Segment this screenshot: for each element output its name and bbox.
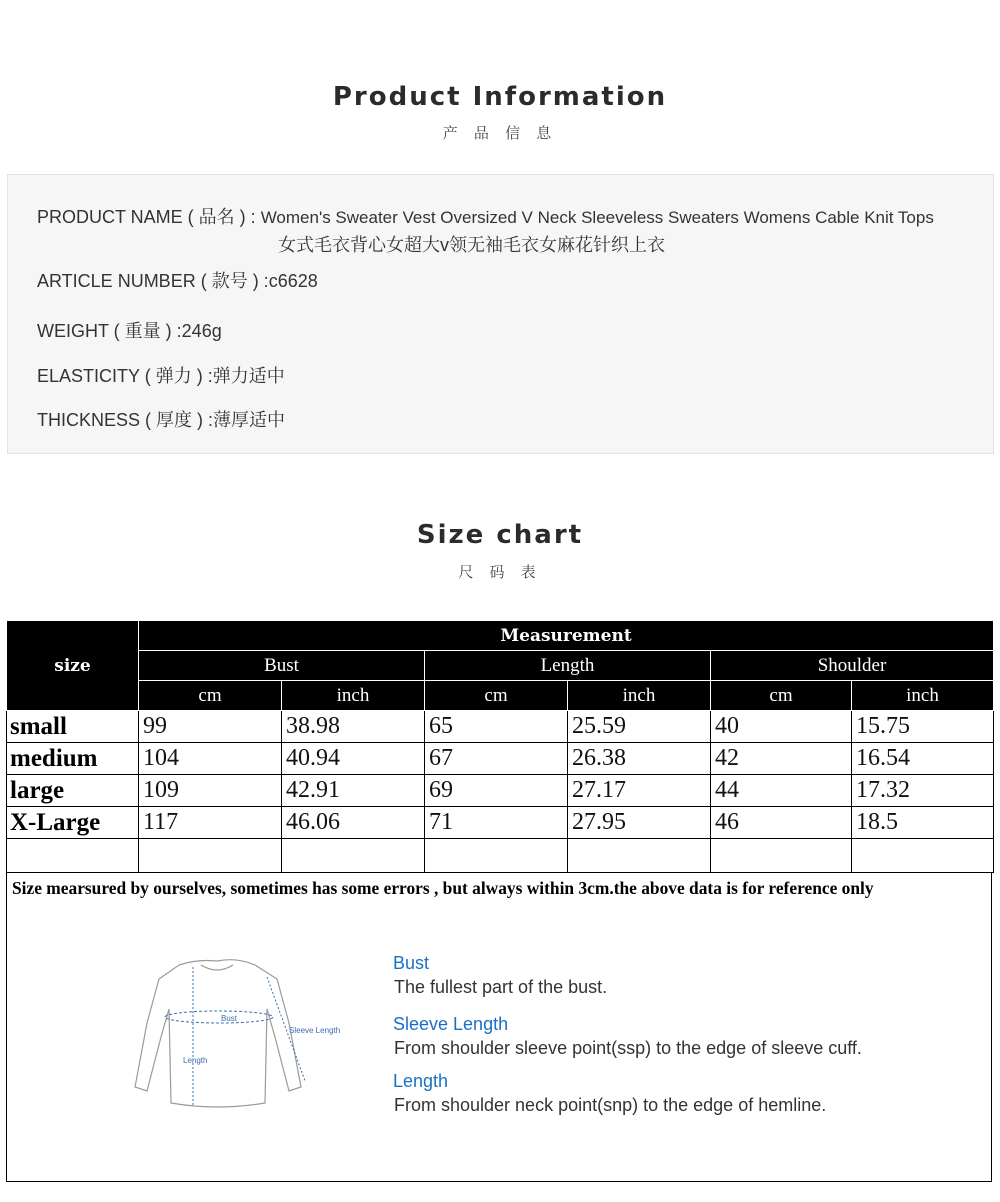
product-name-label: PRODUCT NAME ( 品名 ) :	[37, 207, 256, 227]
elasticity-value: 弹力适中	[212, 366, 285, 386]
empty-row	[7, 839, 994, 873]
unit-header: cm	[425, 681, 568, 711]
diagram-length-label: Length	[183, 1056, 208, 1065]
table-cell: 17.32	[852, 775, 994, 807]
empty-cell	[425, 839, 568, 873]
diagram-sleeve-label: Sleeve Length	[289, 1026, 341, 1035]
product-name-cn: 女式毛衣背心女超大v领无袖毛衣女麻花针织上衣	[278, 235, 665, 255]
size-name: large	[7, 775, 139, 807]
size-table	[6, 620, 994, 873]
table-cell: 65	[425, 711, 568, 743]
bust-measure-line	[165, 1011, 273, 1023]
measurement-header: Measurement	[139, 621, 994, 651]
empty-cell	[7, 839, 139, 873]
def-length-text: From shoulder neck point(snp) to the edge of hemline.	[394, 1095, 827, 1115]
table-cell: 117	[139, 807, 282, 839]
table-cell: 109	[139, 775, 282, 807]
def-sleeve-text: From shoulder sleeve point(ssp) to the edge of sleeve cuff.	[394, 1038, 862, 1058]
group-header-length: Length	[425, 651, 711, 681]
sweater-diagram	[117, 953, 357, 1113]
size-name: X-Large	[7, 807, 139, 839]
weight-value: 246g	[181, 321, 222, 341]
unit-header: inch	[282, 681, 425, 711]
empty-cell	[568, 839, 711, 873]
sweater-neck	[201, 965, 233, 970]
def-bust-title: Bust	[393, 953, 430, 973]
empty-cell	[282, 839, 425, 873]
product-name-en: Women's Sweater Vest Oversized V Neck Sleeveless Sweaters Womens Cable Knit Tops	[260, 208, 934, 227]
thickness-label: THICKNESS ( 厚度 ) :	[37, 410, 214, 430]
table-cell: 71	[425, 807, 568, 839]
sweater-outline	[135, 960, 301, 1107]
table-row	[7, 743, 994, 775]
table-row	[7, 711, 994, 743]
thickness-value: 薄厚适中	[213, 410, 286, 430]
group-header-shoulder: Shoulder	[711, 651, 994, 681]
table-cell: 15.75	[852, 711, 994, 743]
elasticity-label: ELASTICITY ( 弹力 ) :	[37, 366, 213, 386]
table-cell: 42	[711, 743, 852, 775]
size-chart-title: Size chart	[416, 520, 584, 550]
def-bust-text: The fullest part of the bust.	[394, 977, 608, 997]
table-cell: 38.98	[282, 711, 425, 743]
empty-cell	[711, 839, 852, 873]
unit-header: inch	[568, 681, 711, 711]
unit-header: cm	[139, 681, 282, 711]
unit-header: cm	[711, 681, 852, 711]
table-row	[7, 775, 994, 807]
table-cell: 26.38	[568, 743, 711, 775]
table-cell: 25.59	[568, 711, 711, 743]
thickness-row	[37, 406, 285, 432]
def-sleeve-title: Sleeve Length	[393, 1014, 509, 1034]
measurement-note: Size mearsured by ourselves, sometimes has some errors , but always within 3cm.the above data is for reference only	[12, 878, 874, 898]
size-name: medium	[7, 743, 139, 775]
table-cell: 27.95	[568, 807, 711, 839]
table-cell: 69	[425, 775, 568, 807]
weight-label: WEIGHT ( 重量 ) :	[37, 321, 182, 341]
size-chart-subtitle: 尺 码 表	[458, 564, 542, 581]
product-name-row	[37, 203, 934, 229]
size-header: size	[7, 621, 139, 711]
table-cell: 99	[139, 711, 282, 743]
article-number-value: c6628	[268, 271, 318, 291]
table-cell: 16.54	[852, 743, 994, 775]
table-cell: 46.06	[282, 807, 425, 839]
article-number-row	[37, 267, 318, 293]
table-cell: 44	[711, 775, 852, 807]
size-name: small	[7, 711, 139, 743]
article-number-label: ARTICLE NUMBER ( 款号 ) :	[37, 271, 269, 291]
group-header-bust: Bust	[139, 651, 425, 681]
table-cell: 27.17	[568, 775, 711, 807]
product-info-panel	[7, 174, 994, 454]
diagram-bust-label: Bust	[221, 1014, 238, 1023]
unit-header: inch	[852, 681, 994, 711]
elasticity-row	[37, 362, 285, 388]
table-cell: 40.94	[282, 743, 425, 775]
weight-row	[37, 317, 222, 343]
table-cell: 46	[711, 807, 852, 839]
table-cell: 40	[711, 711, 852, 743]
product-info-title: Product Information	[332, 82, 668, 112]
measurement-guide	[6, 873, 992, 1182]
table-row	[7, 807, 994, 839]
empty-cell	[139, 839, 282, 873]
table-cell: 104	[139, 743, 282, 775]
table-cell: 42.91	[282, 775, 425, 807]
product-info-subtitle: 产 品 信 息	[442, 125, 558, 142]
table-cell: 18.5	[852, 807, 994, 839]
empty-cell	[852, 839, 994, 873]
def-length-title: Length	[393, 1071, 449, 1091]
table-cell: 67	[425, 743, 568, 775]
